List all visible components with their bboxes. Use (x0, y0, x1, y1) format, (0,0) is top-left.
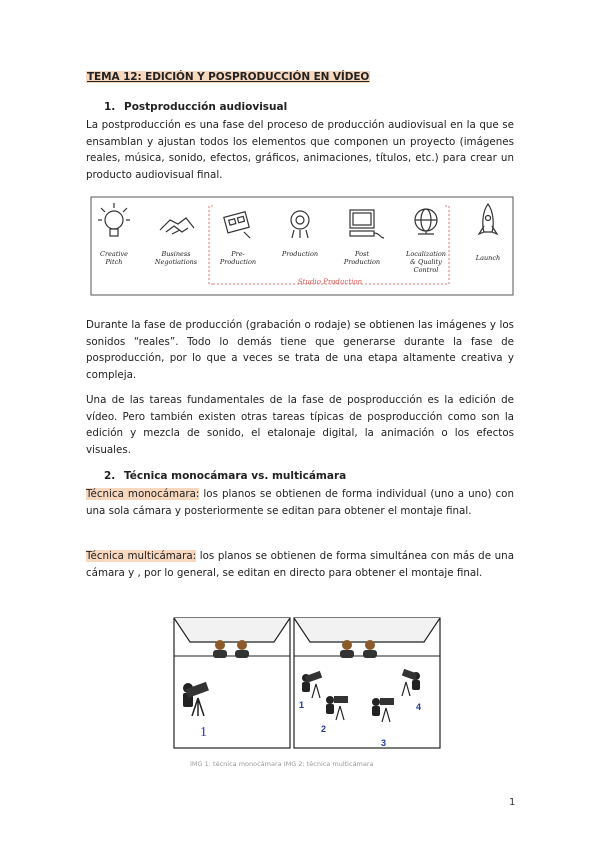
mono-camera-text: los planos se obtienen de forma individual (uno a uno) con una sola cámara y posteriormente se editan para obtener el montaje final. (86, 488, 514, 517)
mono-camera-paragraph (86, 486, 514, 519)
multi-camera-number-3: 3 (381, 738, 387, 748)
section-1-paragraph-1: La postproducción es una fase del proceso de producción audiovisual en la que se ensamblan y ajustan todos los elementos que componen un proyecto (imágenes reales, música, sonido, efectos, gráficos, animaciones, títulos, etc.) para crear un producto audiovisual final. (86, 119, 514, 181)
stage-label-post-production: Post Production (343, 250, 381, 266)
section-1-number: 1. (104, 101, 116, 113)
stage-label-production: Production (281, 250, 319, 258)
section-1-heading (104, 101, 287, 113)
stage-label-launch: Launch (475, 254, 501, 262)
section-2-title: Técnica monocámara vs. multicámara (124, 470, 347, 482)
section-2-heading (104, 470, 346, 482)
multi-camera-paragraph (86, 548, 514, 581)
mono-camera-image (174, 618, 290, 748)
mono-camera-label: Técnica monocámara: (86, 488, 200, 500)
camera-technique-figure (170, 616, 444, 752)
multi-camera-image (294, 618, 440, 748)
stage-label-creative-pitch: Creative Pitch (99, 250, 129, 266)
figure-caption: IMG 1: técnica monocámara IMG 2: técnica multicámara (190, 760, 374, 768)
multi-camera-number-2: 2 (321, 724, 327, 734)
section-1-paragraph-3: Una de las tareas fundamentales de la fase de posproducción es la edición de vídeo. Pero también existen otras tareas típicas de posproducción como son la edición y mezcla de sonido, el etalonaje digital, la animación o los efectos visuales. (86, 394, 514, 456)
mono-camera-number: 1 (200, 725, 207, 740)
section-1-title: Postproducción audiovisual (124, 101, 288, 113)
stage-label-pre-production: Pre-Production (219, 250, 257, 266)
section-2-number: 2. (104, 470, 116, 482)
page-title: TEMA 12: EDICIÓN Y POSPRODUCCIÓN EN VÍDEO (87, 71, 370, 83)
production-pipeline-diagram (90, 196, 514, 296)
stage-label-business-negotiations: Business Negotiations (154, 250, 198, 266)
stage-label-localization: Localization & Quality Control (406, 250, 446, 274)
multi-camera-number-1: 1 (299, 700, 305, 710)
multi-camera-number-4: 4 (416, 702, 422, 712)
multi-camera-text: los planos se obtienen de forma simultánea con más de una cámara y , por lo general, se editan en directo para obtener el montaje final. (86, 550, 515, 579)
section-1-paragraph-2: Durante la fase de producción (grabación o rodaje) se obtienen las imágenes y los sonidos “reales”. Todo lo demás tiene que generarse durante la fase de posproducción, por lo que a veces se trata de una etapa altamente creativa y compleja. (86, 319, 514, 381)
studio-production-label: Studio Production (297, 278, 363, 286)
multi-camera-label: Técnica multicámara: (86, 550, 197, 562)
page-number: 1 (509, 797, 516, 808)
